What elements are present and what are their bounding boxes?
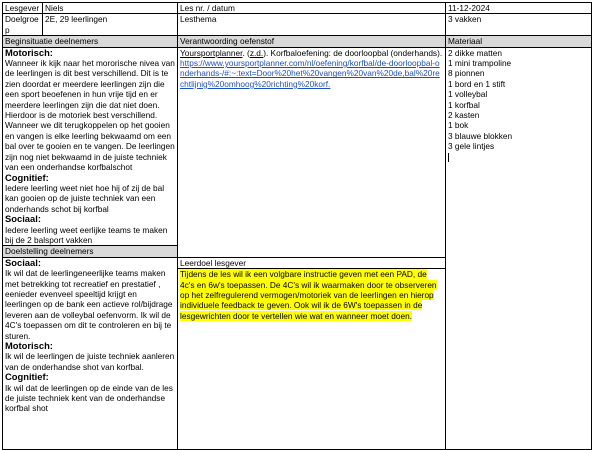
lesson-plan-table — [2, 2, 592, 450]
goals-motor-heading: Motorisch: — [5, 340, 53, 351]
justification-title: Verantwoording oefenstof — [178, 36, 446, 47]
sections-value[interactable]: 3 vakken — [446, 14, 592, 36]
material-item: 3 blauwe blokken — [448, 130, 513, 141]
social-text: Iedere leerling weet eerlijke teams te maken bij de 2 balsport vakken — [5, 224, 168, 245]
teacher-goal-text: Tijdens de les wil ik een volgbare instructie geven met een PAD, de 4c's en 6w's toepassen. De 4C's wil ik waarmaken door te observeren op het zelfregulerend vermogen/motoriek van de leerlingen en hierop individuele feedback te geven. Ook wil ik de 6W's toepassen in de lesgewrichten door te vertellen wie wat en wanneer moet doen. — [180, 269, 437, 321]
teacher-label: Lesgever — [3, 3, 43, 14]
source-rest: ). Korfbaloefening: de doorloopbal (onderhands). — [263, 47, 443, 58]
header-row-2 — [3, 14, 592, 36]
materials-list — [448, 48, 589, 162]
date-value[interactable]: 11-12-2024 — [446, 3, 592, 14]
theme-value[interactable]: Lesthema — [178, 14, 446, 36]
cognitive-heading: Cognitief: — [5, 171, 49, 183]
material-item: 1 korfbal — [448, 99, 480, 110]
material-item: 8 pionnen — [448, 68, 485, 79]
section-header-row-1 — [3, 36, 592, 47]
material-item: 1 bok — [448, 120, 469, 131]
goals-cognitive-text: Ik wil dat de leerlingen op de einde van de les de juiste techniek kent van de onderhandse korfbal shot — [5, 382, 173, 414]
teacher-value[interactable]: Niels — [43, 3, 178, 14]
group-value[interactable]: 2E, 29 leerlingen — [43, 14, 178, 36]
source-date: z.d. — [249, 47, 264, 58]
motor-heading: Motorisch: — [5, 47, 53, 58]
materials-cell[interactable] — [446, 47, 592, 450]
start-situation-title: Beginsituatie deelnemers — [3, 36, 178, 47]
group-label: Doelgroep — [3, 14, 43, 36]
header-row-1 — [3, 3, 592, 14]
material-item: 3 gele lintjes — [448, 141, 495, 152]
lesson-label: Les nr. / datum — [178, 3, 446, 14]
source-name: Yoursportplanner — [180, 47, 243, 58]
justification-cell[interactable] — [178, 47, 446, 257]
goals-social-heading: Sociaal: — [5, 257, 41, 268]
motor-text: Wanneer ik kijk naar het mororische nivea van de leerlingen is dit best verschillend. Dit is te zien doordat er meerdere leerlingen zijn die een sport beoefenen in hun vrije tijd en er meerdere leerlingen zijn die dat niet doen. Hierdoor is de motoriek best verschillend. Wanneer we dit terugkoppelen op het gooien en vangen is elke leerling bekwaamd om een bal over te gooien en te vangen. De leerlingen zijn nog niet bekwaamd in de juiste techniek van een onderhandse korfbalschot — [5, 58, 175, 173]
text-cursor — [448, 153, 449, 162]
goals-social-text: Ik wil dat de leerlingeneerlijke teams maken met betrekking tot recreatief en prestatief , eenieder evenveel speeltijd krijgt en leerlingen op de bank een actieve rol/bijdrage leveren aan de volleybal oefenvorm. Ik wil de 4C's toepassen om dit te controleren en bij te sturen. — [5, 268, 173, 341]
material-item: 1 volleybal — [448, 89, 488, 100]
teacher-goal-title: Leerdoel lesgever — [178, 257, 446, 268]
goals-cell[interactable] — [3, 257, 178, 449]
goals-cognitive-heading: Cognitief: — [5, 371, 49, 383]
social-heading: Sociaal: — [5, 213, 41, 225]
material-item: 1 mini trampoline — [448, 58, 512, 69]
goals-motor-text: Ik wil de leerlingen de juiste techniek aanleren van de onderhandse shot van korfbal. — [5, 351, 175, 372]
material-item: 1 bord en 1 stift — [448, 78, 506, 89]
source-mid: . ( — [242, 47, 250, 58]
source-url-link[interactable]: https://www.yoursportplanner.com/nl/oefening/korfbal/de-doorloopbal-onderhands-/#:~:text=Door%20het%20vangen%20van%20de,bal%20rechtlijnig%20omhoog%20richting%20korf. — [180, 58, 440, 89]
content-row-1 — [3, 47, 592, 246]
material-item: 2 dikke matten — [448, 47, 502, 58]
materials-title: Materiaal — [446, 36, 592, 47]
goals-title: Doelstelling deelnemers — [3, 246, 178, 257]
cognitive-text: Iedere leerling weet niet hoe hij of zij de bal kan gooien op de juiste techniek van een onderhands schot bij korfbal — [5, 182, 165, 214]
start-situation-cell[interactable] — [3, 47, 178, 246]
material-item: 2 kasten — [448, 110, 480, 121]
